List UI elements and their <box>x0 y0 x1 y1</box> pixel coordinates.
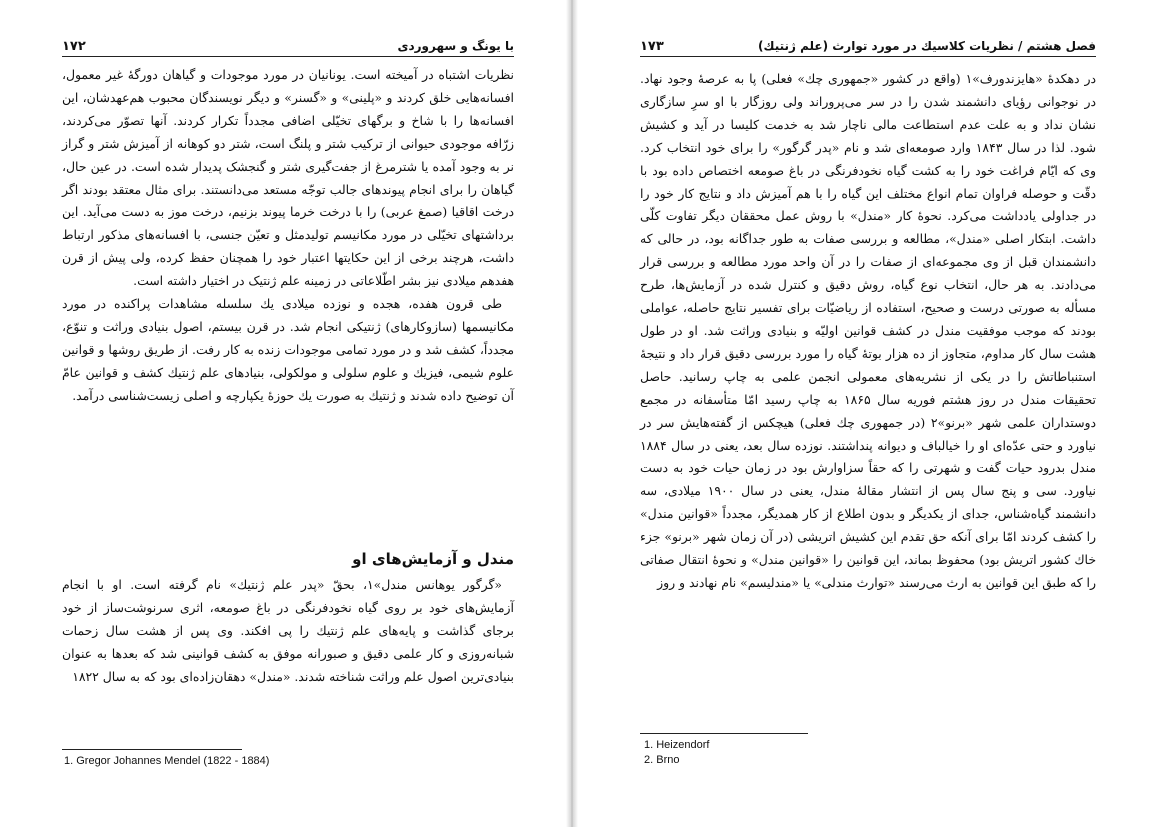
footnote-divider <box>640 733 808 734</box>
book-gutter <box>566 0 578 827</box>
footnotes <box>644 738 709 768</box>
left-page <box>0 0 566 827</box>
paragraph: نظریات اشتباه در آمیخته است. یونانیان در مورد موجودات و گیاهان دورگهٔ غیر معمول، افسانه‌هایی خلق کردند و «پلینی» و «گسنر» و دیگر نویسندگان محبوب هم‌عهدشان، این افسانه‌ها را با شاخ و برگهای تخیّلی اضافی مجدداً تکرار کردند. آنها تصوّر می‌کردند، زرّافه موجودی حیوانی از ترکیب شتر و پلنگ است، شتر دو کوهانه از آمیزش شتر و گراز نر به وجود آمده یا شترمرغ از جفت‌گیری شتر و گنجشک پدیدار شده است. در عین حال، گیاهان را برای انجام پیوندهای جالب توجّه مستعد می‌دانستند. برای مثال معتقد بودند اگر درخت اقاقیا (صمغ عربی) را با درخت خرما پیوند بزنیم، درخت موز به دست می‌آید. این برداشتهای تخیّلی در مورد مکانیسم تولیدمثل و تعیّن جنسی، با افسانه‌های مذکور ارتباط داشت، هرچند برخی از این حکایتها اعتبار خود را همچنان حفظ کرده، ولی پیش از قرن هفدهم میلادی نیز بشر اطّلاعاتی در زمینه علم ژنتیک در اختیار داشته است. <box>62 67 514 289</box>
body-text <box>640 68 1096 595</box>
running-title: با یونگ و سهروردی <box>397 39 514 53</box>
footnotes <box>64 754 269 769</box>
footnote: 1. Gregor Johannes Mendel (1822 - 1884) <box>64 755 270 767</box>
right-page <box>578 0 1153 827</box>
running-head <box>640 36 1096 57</box>
paragraph: «گرگور یوهانس مندل»۱، بحقّ «پدر علم ژنتیك» نام گرفته است. او با انجام آزمایش‌های خود بر روی گیاه نخودفرنگی در باغ صومعه، اثری سرنوشت‌ساز از خود برجای گذاشت و پایه‌های علم ژنتیك را پی افکند. وی پس از هشت سال زحمات شبانه‌روزی و کار علمی دقیق و صبورانه موفق به کشف قوانینی شد که بعدها به عنوان بنیادی‌ترین اصول علم وراثت شناخته شدند. «مندل» دهقان‌زاده‌ای بود که به سال ۱۸۲۲ <box>62 577 514 684</box>
footnote: 1. Heizendorf <box>644 739 710 751</box>
section-body-text <box>62 574 514 689</box>
paragraph: طی قرون هفده، هجده و نوزده میلادی یك سلسله مشاهدات پراکنده در مورد مکانیسمها (سازوکارهای) ژنتیکی انجام شد. در قرن بیستم، اصول بنیادی وراثت و تنوّع، مجدداً، کشف شد و در مورد تمامی موجودات زنده به کار رفت. از طریق روشها و قوانین علوم شیمی، فیزیك و علوم سلولی و مولکولی، بنیادهای علم ژنتیك کشف و قوانین عامّ آن توضیح داده شدند و ژنتیك به صورت یك حوزهٔ یکپارچه و اصلی زیست‌شناسی درآمد. <box>62 296 514 403</box>
page-number: ۱۷۳ <box>640 38 664 54</box>
body-text <box>62 64 514 408</box>
running-title: فصل هشتم / نظریات کلاسیك در مورد توارث (علم ژنتیك) <box>758 39 1096 53</box>
paragraph: در دهکدهٔ «هایزندورف»۱ (واقع در کشور «جمهوری چك» فعلی) پا به عرصهٔ وجود نهاد. در نوجوانی رؤیای دانشمند شدن را در سر می‌پروراند ولی روزگار با او سرِ سازگاری نشان نداد و به علت عدم استطاعت مالی ناچار شد به خدمت کلیسا در آید و کشیش شود. لذا در سال ۱۸۴۳ وارد صومعه‌ای شد و نام «پدر گرگور» را برای خود انتخاب کرد. وی که ایّام فراغت خود را به کشت گیاه نخودفرنگی در باغ صومعه اختصاص داده بود با دقّت و حوصله فراوان تمام انواع مختلف این گیاه را با هم آمیزش داد و نتایج کار خود را در جداولی یادداشت می‌کرد. نحوهٔ کار «مندل» با روش عمل محققان دیگر تفاوت کلّی داشت. ابتکار اصلی «مندل»، مطالعه و بررسی صفات به طور جداگانه بود، در حالی که دانشمندان قبل از وی مجموعه‌ای از صفات را در آن واحد مورد مطالعه و بررسی قرار می‌دادند. به هر حال، انتخاب نوع گیاه، روش دقیق و کنترل شده در آزمایش‌ها، طرح مسأله به صورتی درست و صحیح، استفاده از ریاضیّات برای تفسیر نتایج حاصله، عواملی بودند که موجب موفقیت مندل در کشف قوانین اولیّه و بنیادی وراثت شد. او در طول هشت سال کار مداوم، متجاوز از ده هزار بوتهٔ گیاه را مورد بررسی دقیق قرار داد و نتیجهٔ استنباطاتش را در یکی از نشریه‌های معمولی انجمن علمی به چاپ رسانید. حاصل تحقیقات مندل در روز هشتم فوریه سال ۱۸۶۵ به چاپ رسید امّا متأسفانه در مجمع دوستداران علمی شهر «برنو»۲ (در جمهوری چك فعلی) هیچکس از گفته‌هایش سر در نیاورد و حتی عدّه‌ای او را خیالباف و دیوانه پنداشتند. نوزده سال بعد، یعنی در سال ۱۸۸۴ مندل بدرود حیات گفت و شهرتی را که حقاً سزاوارش بود در زمان حیات خود به دست نیاورد. سی و پنج سال پس از انتشار مقالهٔ مندل، یعنی در سال ۱۹۰۰ میلادی، سه دانشمند گیاه‌شناس، جدای از یکدیگر و بدون اطلاع از کار همدیگر، مجدداً «قوانین مندل» را کشف کردند امّا برای آنکه حق تقدم این کشیش اتریشی (در آن زمان شهر «برنو» جزء خاك کشور اتریش بود) محفوظ بماند، این قوانین را «قوانین مندل» و نحوهٔ انتقال صفاتی را که طبق این قوانین به ارث می‌رسند «توارث مندلی» یا «مندلیسم» نام نهادند و روز <box>640 71 1097 590</box>
footnote: 2. Brno <box>644 754 680 766</box>
running-head <box>62 36 514 57</box>
section-heading: مندل و آزمایش‌های او <box>352 550 514 568</box>
footnote-divider <box>62 749 242 750</box>
page-number: ۱۷۲ <box>62 38 86 54</box>
